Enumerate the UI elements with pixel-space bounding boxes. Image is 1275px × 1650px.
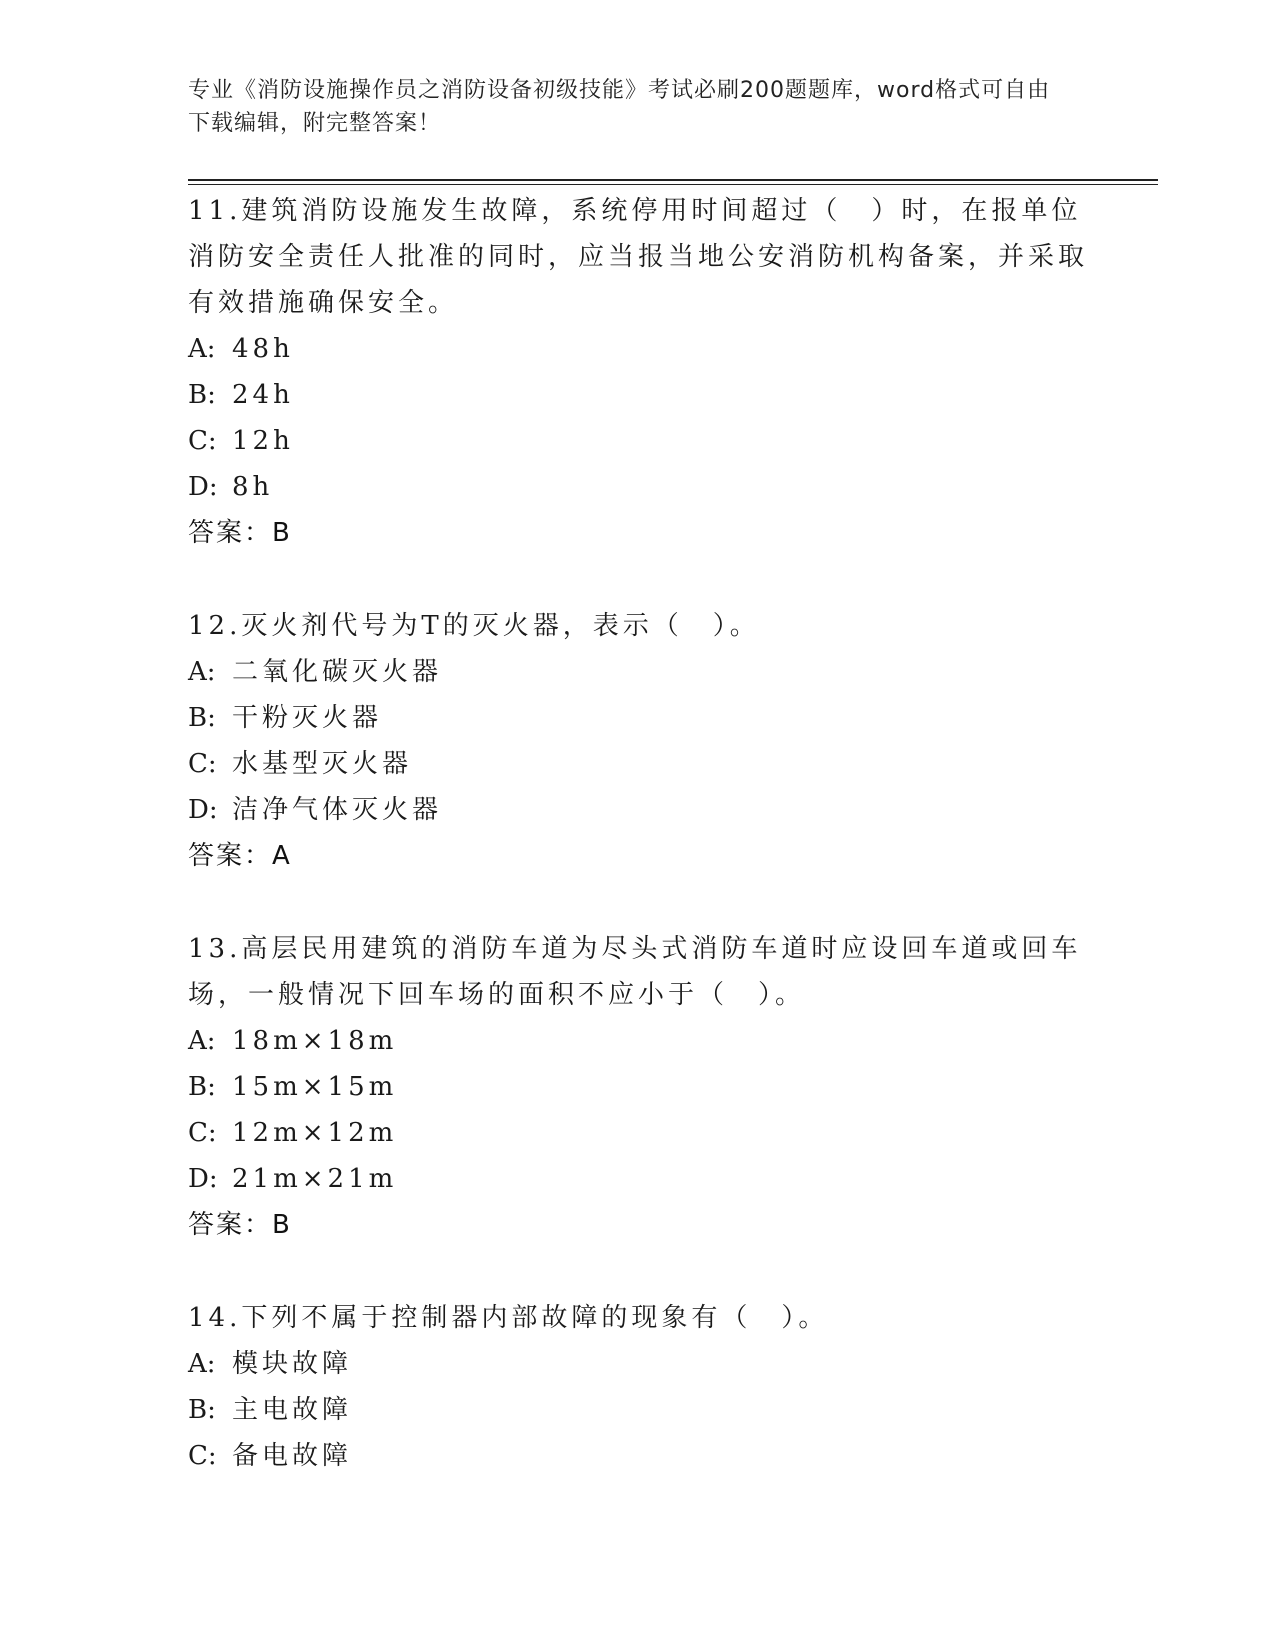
question-stem: 11.建筑消防设施发生故障，系统停用时间超过（ ）时，在报单位消防安全责任人批准的同时，应当报当地公安消防机构备案，并采取有效措施确保安全。 (188, 196, 1089, 318)
option-key: B: (188, 1395, 216, 1425)
option-text: 备电故障 (232, 1441, 353, 1471)
answer-line (188, 833, 1088, 879)
option-b (188, 695, 1088, 741)
option-c (188, 1110, 1088, 1156)
option-b (188, 1064, 1088, 1110)
option-c (188, 1433, 1088, 1479)
option-key: D: (188, 472, 218, 502)
answer-value: B (272, 1210, 292, 1240)
question-11 (188, 188, 1088, 556)
option-text: 8h (232, 472, 274, 502)
option-text: 48h (232, 334, 294, 364)
option-key: B: (188, 1072, 216, 1102)
answer-label: 答案： (188, 841, 273, 871)
option-text: 15m×15m (232, 1072, 398, 1102)
option-key: C: (188, 1441, 217, 1471)
question-13 (188, 926, 1088, 1248)
answer-line (188, 510, 1088, 556)
question-stem: 14.下列不属于控制器内部故障的现象有（ ）。 (188, 1303, 829, 1333)
option-c (188, 418, 1088, 464)
option-text: 水基型灭火器 (232, 749, 413, 779)
option-d (188, 787, 1088, 833)
question-12 (188, 603, 1088, 879)
answer-line (188, 1202, 1088, 1248)
option-key: A: (188, 657, 216, 687)
option-key: C: (188, 749, 217, 779)
answer-label: 答案： (188, 1210, 273, 1240)
option-a (188, 1341, 1088, 1387)
option-text: 18m×18m (232, 1026, 398, 1056)
option-text: 21m×21m (232, 1164, 398, 1194)
option-key: D: (188, 1164, 218, 1194)
option-text: 24h (232, 380, 294, 410)
question-stem: 12.灭火剂代号为T的灭火器，表示（ ）。 (188, 611, 760, 641)
option-c (188, 741, 1088, 787)
option-key: C: (188, 1118, 217, 1148)
answer-label: 答案： (188, 518, 273, 548)
header-divider-thick (188, 179, 1158, 181)
option-key: A: (188, 334, 216, 364)
option-a (188, 1018, 1088, 1064)
option-key: B: (188, 703, 216, 733)
option-b (188, 372, 1088, 418)
answer-value: A (272, 841, 292, 871)
option-text: 干粉灭火器 (232, 703, 383, 733)
option-key: A: (188, 1349, 216, 1379)
option-text: 主电故障 (232, 1395, 353, 1425)
option-b (188, 1387, 1088, 1433)
header-divider-thin (188, 184, 1158, 185)
option-text: 12h (232, 426, 294, 456)
option-key: D: (188, 795, 218, 825)
option-text: 12m×12m (232, 1118, 398, 1148)
question-list (188, 188, 1088, 1526)
answer-value: B (272, 518, 292, 548)
question-14 (188, 1295, 1088, 1479)
option-key: C: (188, 426, 217, 456)
option-a (188, 649, 1088, 695)
option-d (188, 464, 1088, 510)
option-text: 模块故障 (232, 1349, 353, 1379)
option-text: 洁净气体灭火器 (232, 795, 443, 825)
question-stem: 13.高层民用建筑的消防车道为尽头式消防车道时应设回车道或回车场，一般情况下回车场的面积不应小于（ ）。 (188, 934, 1082, 1010)
option-text: 二氧化碳灭火器 (232, 657, 443, 687)
option-key: A: (188, 1026, 216, 1056)
option-a (188, 326, 1088, 372)
document-intro: 专业《消防设施操作员之消防设备初级技能》考试必刷200题题库，word格式可自由下载编辑，附完整答案！ (188, 78, 1051, 136)
option-d (188, 1156, 1088, 1202)
option-key: B: (188, 380, 216, 410)
